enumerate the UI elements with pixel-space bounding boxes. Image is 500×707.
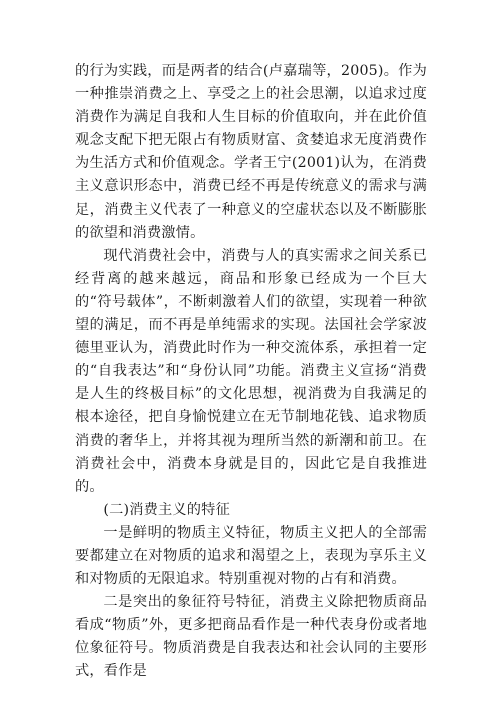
paragraph-consumerism-definition: 的行为实践，而是两者的结合(卢嘉瑞等，2005)。作为一种推崇消费之上、享受之上的社会思潮，以追求过度消费作为满足自我和人生目标的价值取向，并在此价值观念支配下把无限占有物质财富、贪婪追求无度消费作为生活方式和价值观念。学者王宁(2001)认为，在消费主义意识形态中，消费已经不再是传统意义的需求与满足，消费主义代表了一种意义的空虚状态以及不断膨胀的欲望和消费激情。 — [75, 63, 427, 241]
paragraph-materialism-feature: 一是鲜明的物质主义特征，物质主义把人的全部需要都建立在对物质的追求和渴望之上，表现为享乐主义和对物质的无限追求。特别重视对物的占有和消费。 — [75, 524, 427, 588]
document-page — [75, 60, 427, 684]
section-heading-consumerism-features: (二)消费主义的特征 — [103, 501, 230, 518]
paragraph-symbolic-feature: 二是突出的象征符号特征，消费主义除把物质商品看成“物质”外，更多把商品看作是一种代表身份或者地位象征符号。物质消费是自我表达和社会认同的主要形式，看作是 — [75, 594, 427, 680]
paragraph-consumer-society: 现代消费社会中，消费与人的真实需求之间关系已经背离的越来越远，商品和形象已经成为一个巨大的“符号载体”，不断刺激着人们的欲望，实现着一种欲望的满足，而不再是单纯需求的实现。法国社会学家波德里亚认为，消费此时作为一种交流体系，承担着一定的“自我表达”和“身份认同”功能。消费主义宣扬“消费是人生的终极目标”的文化思想，视消费为自我满足的根本途径，把自身愉悦建立在无节制地花钱、追求物质消费的奢华上，并将其视为理所当然的新潮和前卫。在消费社会中，消费本身就是目的，因此它是自我推进的。 — [75, 247, 427, 495]
